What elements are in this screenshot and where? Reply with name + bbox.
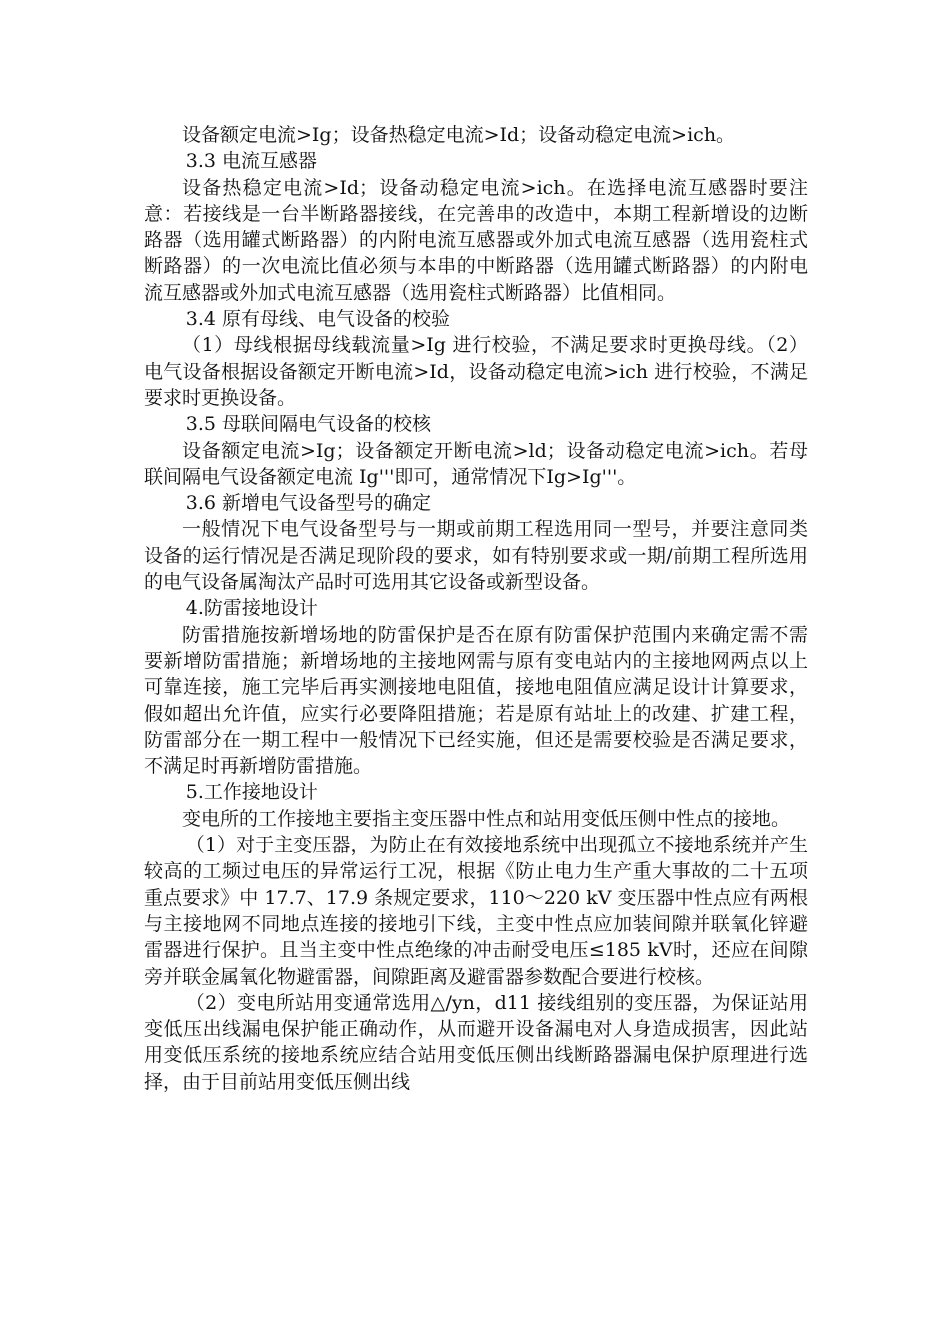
document-body bbox=[144, 122, 808, 1095]
paragraph: 设备热稳定电流>Id；设备动稳定电流>ich。在选择电流互感器时要注意：若接线是一台半断路器接线，在完善串的改造中，本期工程新增设的边断路器（选用罐式断路器）的内附电流互感器或外加式电流互感器（选用瓷柱式断路器）的一次电流比值必须与本串的中断路器（选用罐式断路器）的内附电流互感器或外加式电流互感器（选用瓷柱式断路器）比值相同。 bbox=[144, 176, 808, 304]
section-heading: 5.工作接地设计 bbox=[185, 781, 318, 804]
paragraph: 设备额定电流>Ig；设备额定开断电流>ld；设备动稳定电流>ich。若母联间隔电气设备额定电流 Ig'''即可，通常情况下Ig>Ig'''。 bbox=[144, 439, 808, 488]
subparagraph: （2）变电所站用变通常选用△/yn，d11 接线组别的变压器，为保证站用变低压出线漏电保护能正确动作，从而避开设备漏电对人身造成损害，因此站用变低压系统的接地系统应结合站用变低压侧出线断路器漏电保护原理进行选择，由于目前站用变低压侧出线 bbox=[144, 991, 808, 1093]
subparagraph: （1）对于主变压器，为防止在有效接地系统中出现孤立不接地系统并产生较高的工频过电压的异常运行工况，根据《防止电力生产重大事故的二十五项重点要求》中 17.7、17.9 条规定要求，110～220 kV 变压器中性点应有两根与主接地网不同地点连接的接地引下线，主变中性点应加装间隙并联氧化锌避雷器进行保护。且当主变中性点绝缘的冲击耐受电压≤185 kV时，还应在间隙旁并联金属氧化物避雷器，间隙距离及避雷器参数配合要进行校核。 bbox=[144, 834, 808, 988]
section-heading: 3.3 电流互感器 bbox=[185, 150, 318, 173]
section-heading: 3.4 原有母线、电气设备的校验 bbox=[185, 308, 451, 331]
paragraph: 设备额定电流>Ig；设备热稳定电流>Id；设备动稳定电流>ich。 bbox=[182, 124, 736, 146]
section-heading: 4.防雷接地设计 bbox=[185, 597, 318, 620]
paragraph: 变电所的工作接地主要指主变压器中性点和站用变低压侧中性点的接地。 bbox=[182, 807, 791, 830]
section-heading: 3.5 母联间隔电气设备的校核 bbox=[185, 413, 432, 436]
paragraph: （1）母线根据母线载流量>Ig 进行校验，不满足要求时更换母线。（2）电气设备根据设备额定开断电流>Id，设备动稳定电流>ich 进行校验，不满足要求时更换设备。 bbox=[144, 334, 808, 409]
paragraph: 防雷措施按新增场地的防雷保护是否在原有防雷保护范围内来确定需不需要新增防雷措施；新增场地的主接地网需与原有变电站内的主接地网两点以上可靠连接，施工完毕后再实测接地电阻值，接地电阻值应满足设计计算要求，假如超出允许值，应实行必要降阻措施；若是原有站址上的改建、扩建工程，防雷部分在一期工程中一般情况下已经实施，但还是需要校验是否满足要求，不满足时再新增防雷措施。 bbox=[144, 623, 808, 778]
paragraph: 一般情况下电气设备型号与一期或前期工程选用同一型号，并要注意同类设备的运行情况是否满足现阶段的要求，如有特别要求或一期/前期工程所选用的电气设备属淘汰产品时可选用其它设备或新型设备。 bbox=[144, 518, 808, 594]
section-heading: 3.6 新增电气设备型号的确定 bbox=[185, 492, 432, 515]
